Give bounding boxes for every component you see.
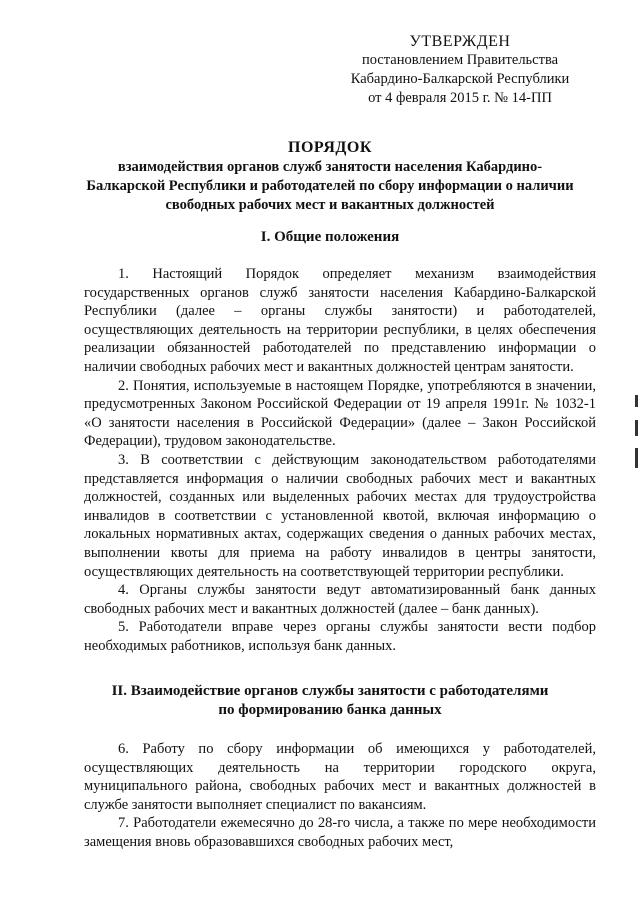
paragraph: 5. Работодатели вправе через органы службы занятости вести подбор необходимых работников, используя банк данных. xyxy=(84,619,596,654)
document-title-block xyxy=(80,138,580,215)
approval-date: от 4 февраля 2015 г. № 14-ПП xyxy=(368,90,552,106)
scan-mark xyxy=(635,420,638,436)
section-body xyxy=(84,265,596,655)
document-title: ПОРЯДОК xyxy=(288,139,372,156)
approval-stamp xyxy=(330,32,590,108)
paragraph: 1. Настоящий Порядок определяет механизм взаимодействия государственных органов служб занятости населения Кабардино-Балкарской Республики (далее – органы службы занятости) и работодателей, осуществляющих деятельность на территории республики, в целях обеспечения реализации обязанностей работодателей по представлению информации о наличии свободных рабочих мест и вакантных должностей центрам занятости. xyxy=(84,266,596,375)
document-subtitle: взаимодействия органов служб занятости населения Кабардино-Балкарской Республики и работодателей по сбору информации о наличии свободных рабочих мест и вакантных должностей xyxy=(86,159,574,213)
paragraph: 7. Работодатели ежемесячно до 28-го числа, а также по мере необходимости замещения вновь образовавшихся свободных рабочих мест, xyxy=(84,815,596,850)
section-heading-line: II. Взаимодействие органов службы занятости с работодателями xyxy=(111,683,549,699)
scan-mark xyxy=(635,448,638,468)
section-body xyxy=(84,740,596,852)
approval-heading: УТВЕРЖДЕН xyxy=(409,33,511,50)
paragraph: 3. В соответствии с действующим законодательством работодателями представляется информация о наличии свободных рабочих мест и вакантных должностей, созданных или выделенных рабочих местах для трудоустройства инвалидов в соответствии с установленной квотой, включая информацию о локальных нормативных актах, содержащих сведения о данных рабочих местах, выполнении квоты для приема на работу инвалидов в центры занятости, осуществляющих деятельность на соответствующей территории республики. xyxy=(84,451,596,580)
section-heading xyxy=(60,682,600,720)
section-heading-line: по формированию банка данных xyxy=(218,702,442,718)
scan-mark xyxy=(635,395,638,407)
paragraph: 4. Органы службы занятости ведут автоматизированный банк данных свободных рабочих мест и вакантных должностей (далее – банк данных). xyxy=(84,582,596,617)
approval-line: Кабардино-Балкарской Республики xyxy=(350,71,570,87)
paragraph: 2. Понятия, используемые в настоящем Порядке, употребляются в значении, предусмотренных Законом Российской Федерации от 19 апреля 1991г. № 1032-1 «О занятости населения в Российской Федерации» (далее – Закон Российской Федерации), трудовом законодательстве. xyxy=(84,377,596,450)
section-heading: I. Общие положения xyxy=(260,229,400,245)
approval-line: постановлением Правительства xyxy=(361,52,559,68)
paragraph: 6. Работу по сбору информации об имеющихся у работодателей, осуществляющих деятельность на территории городского округа, муниципального района, свободных рабочих мест и вакантных должностей в службе занятости выполняет специалист по вакансиям. xyxy=(84,741,596,813)
